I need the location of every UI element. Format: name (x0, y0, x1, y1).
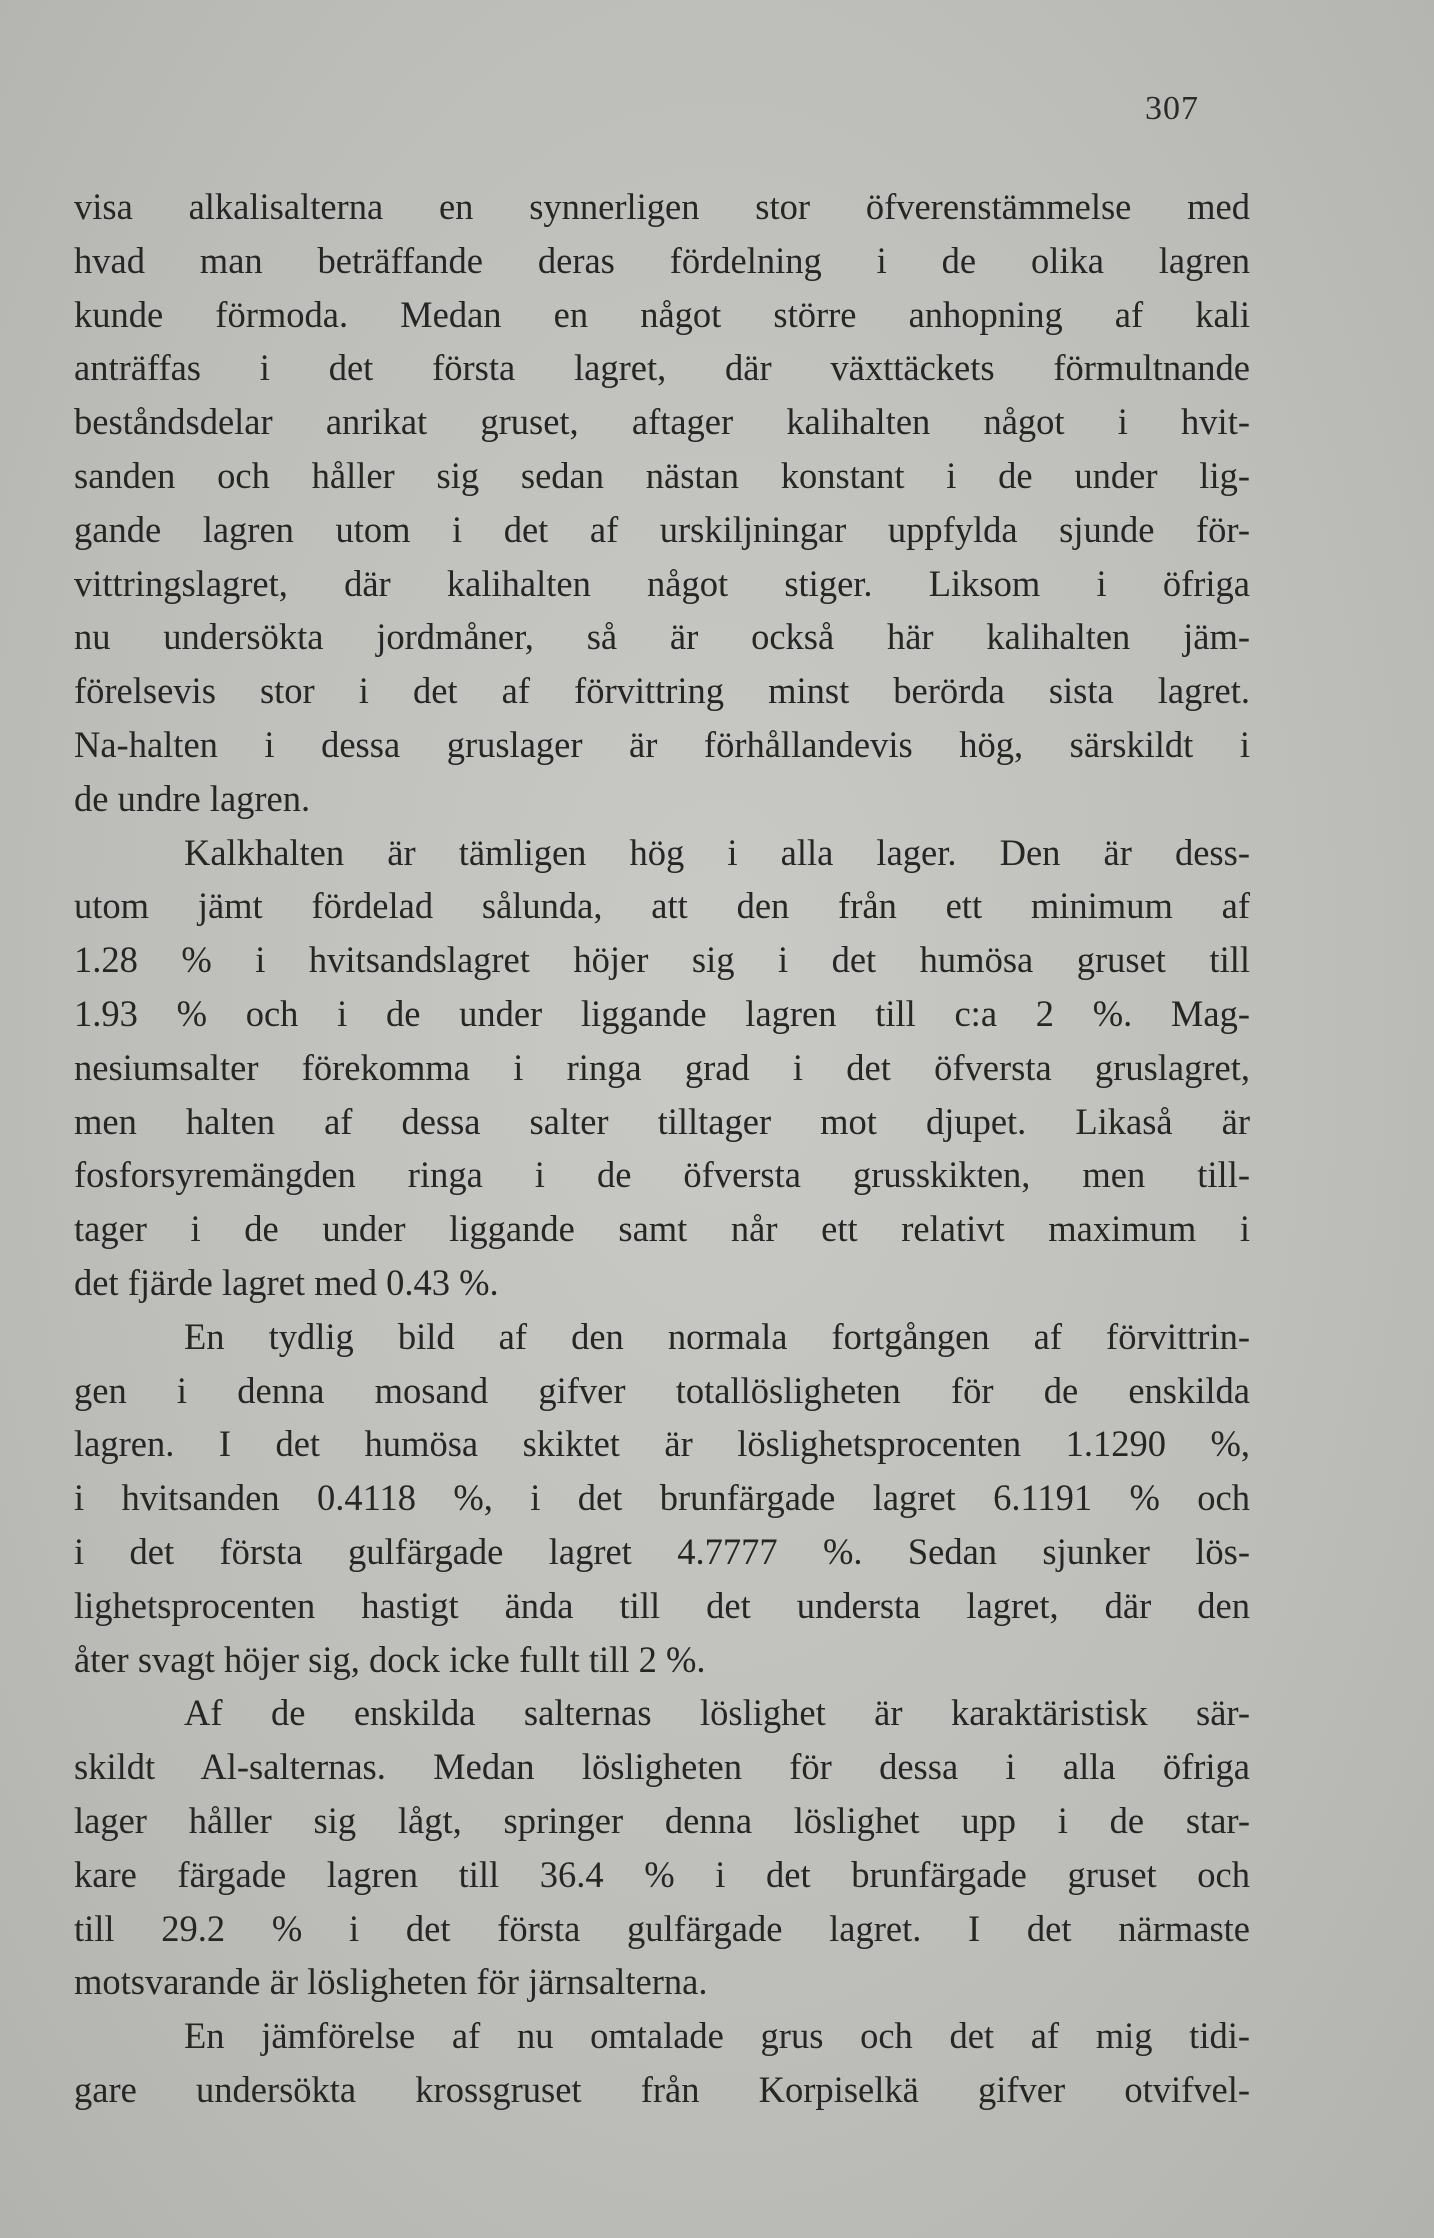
text-line: nu undersökta jordmåner, så är också här kalihalten jäm- (74, 616, 1250, 658)
text-line: men halten af dessa salter tilltager mot djupet. Likaså är (74, 1100, 1250, 1142)
text-line: till 29.2 % i det första gulfärgade lagret. I det närmaste (74, 1907, 1250, 1949)
text-line: lighetsprocenten hastigt ända till det understa lagret, där den (74, 1584, 1250, 1626)
text-line: anträffas i det första lagret, där växttäckets förmultnande (74, 347, 1250, 389)
text-line: lagren. I det humösa skiktet är löslighetsprocenten 1.1290 %, (74, 1423, 1250, 1465)
text-line: gen i denna mosand gifver totallösligheten för de enskilda (74, 1369, 1250, 1411)
text-line: 1.93 % och i de under liggande lagren till c:a 2 %. Mag- (74, 992, 1250, 1034)
text-line: fosforsyremängden ringa i de öfversta grusskikten, men till- (74, 1154, 1250, 1196)
page-number: 307 (1145, 90, 1199, 127)
text-line: de undre lagren. (74, 777, 311, 819)
body-text (74, 180, 1250, 2117)
text-line: beståndsdelar anrikat gruset, aftager kalihalten något i hvit- (74, 401, 1250, 443)
text-line: i hvitsanden 0.4118 %, i det brunfärgade lagret 6.1191 % och (74, 1477, 1250, 1519)
text-line: förelsevis stor i det af förvittring minst berörda sista lagret. (74, 670, 1250, 712)
text-line: kunde förmoda. Medan en något större anhopning af kali (74, 293, 1250, 335)
text-line: Na-halten i dessa gruslager är förhållandevis hög, särskildt i (74, 723, 1250, 765)
text-line: 1.28 % i hvitsandslagret höjer sig i det humösa gruset till (74, 939, 1250, 981)
text-line: skildt Al-salternas. Medan lösligheten för dessa i alla öfriga (74, 1746, 1250, 1788)
text-line: utom jämt fördelad sålunda, att den från ett minimum af (74, 885, 1250, 927)
text-line: det fjärde lagret med 0.43 %. (74, 1261, 499, 1303)
text-line: vittringslagret, där kalihalten något stiger. Liksom i öfriga (74, 562, 1250, 604)
text-line: En jämförelse af nu omtalade grus och det af mig tidi- (184, 2015, 1250, 2057)
text-line: lager håller sig lågt, springer denna löslighet upp i de star- (74, 1799, 1250, 1841)
text-line: En tydlig bild af den normala fortgången af förvittrin- (184, 1315, 1250, 1357)
text-line: gare undersökta krossgruset från Korpiselkä gifver otvifvel- (74, 2068, 1250, 2110)
text-line: i det första gulfärgade lagret 4.7777 %. Sedan sjunker lös- (74, 1530, 1250, 1572)
text-line: motsvarande är lösligheten för järnsalterna. (74, 1961, 708, 2003)
text-line: visa alkalisalterna en synnerligen stor öfverenstämmelse med (74, 186, 1250, 227)
text-line: gande lagren utom i det af urskiljningar uppfylda sjunde för- (74, 508, 1250, 550)
text-line: hvad man beträffande deras fördelning i de olika lagren (74, 239, 1250, 281)
text-line: sanden och håller sig sedan nästan konstant i de under lig- (74, 454, 1250, 496)
text-line: åter svagt höjer sig, dock icke fullt till 2 %. (74, 1638, 706, 1680)
text-line: tager i de under liggande samt når ett relativt maximum i (74, 1208, 1250, 1250)
text-line: Kalkhalten är tämligen hög i alla lager. Den är dess- (184, 831, 1250, 873)
text-line: Af de enskilda salternas löslighet är karaktäristisk sär- (184, 1692, 1250, 1734)
text-line: nesiumsalter förekomma i ringa grad i det öfversta gruslagret, (74, 1046, 1250, 1088)
text-line: kare färgade lagren till 36.4 % i det brunfärgade gruset och (74, 1853, 1250, 1895)
